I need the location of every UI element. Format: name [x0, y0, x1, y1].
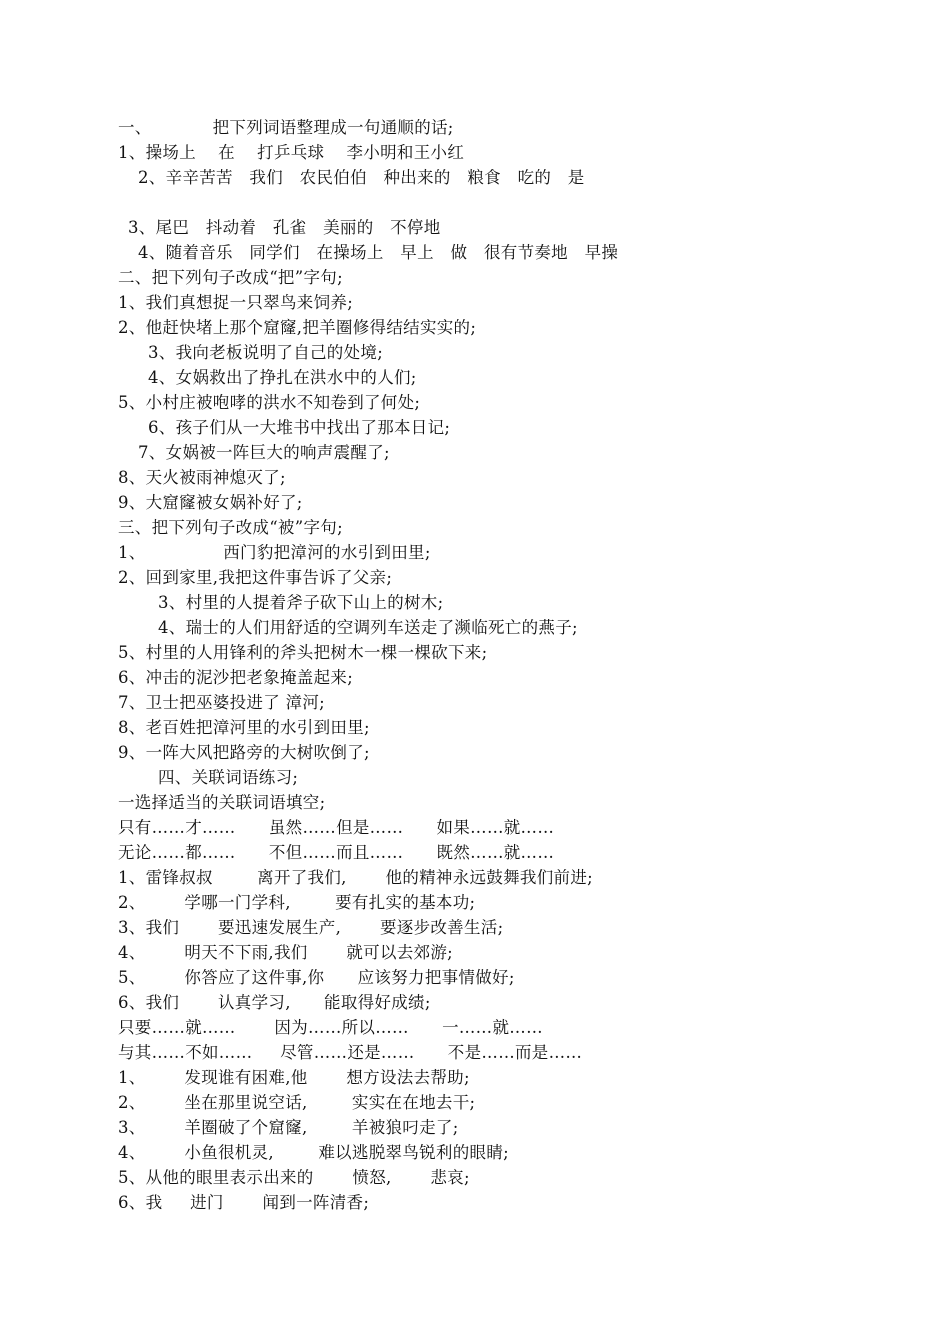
exercise-line: 5、从他的眼里表示出来的 愤怒, 悲哀; — [118, 1168, 470, 1187]
section-3-heading: 三、把下列句子改成“被”字句; — [118, 518, 343, 537]
exercise-line: 5、小村庄被咆哮的洪水不知卷到了何处; — [118, 393, 421, 412]
exercise-line: 1、操场上 在 打乒乓球 李小明和王小红 — [118, 143, 465, 162]
exercise-line: 2、 坐在那里说空话, 实实在在地去干; — [118, 1093, 476, 1112]
exercise-line: 3、村里的人提着斧子砍下山上的树木; — [158, 593, 444, 612]
exercise-line: 7、女娲被一阵巨大的响声震醒了; — [138, 443, 390, 462]
exercise-line: 9、大窟窿被女娲补好了; — [118, 493, 303, 512]
subsection-heading: 一选择适当的关联词语填空; — [118, 793, 326, 812]
exercise-line: 3、尾巴 抖动着 孔雀 美丽的 不停地 — [128, 218, 441, 237]
section-4-heading: 四、关联词语练习; — [158, 768, 299, 787]
exercise-line: 1、 西门豹把漳河的水引到田里; — [118, 543, 431, 562]
exercise-line: 4、 小鱼很机灵, 难以逃脱翠鸟锐利的眼睛; — [118, 1143, 509, 1162]
exercise-line: 6、我 进门 闻到一阵清香; — [118, 1193, 370, 1212]
exercise-line: 5、村里的人用锋利的斧头把树木一棵一棵砍下来; — [118, 643, 488, 662]
conjunction-options: 只有……才…… 虽然……但是…… 如果……就…… — [118, 818, 555, 837]
conjunction-options: 无论……都…… 不但……而且…… 既然……就…… — [118, 843, 555, 862]
exercise-line: 3、我向老板说明了自己的处境; — [148, 343, 384, 362]
section-1-heading: 一、 把下列词语整理成一句通顺的话; — [118, 118, 454, 137]
exercise-line: 5、 你答应了这件事,你 应该努力把事情做好; — [118, 968, 515, 987]
exercise-line: 4、随着音乐 同学们 在操场上 早上 做 很有节奏地 早操 — [138, 243, 619, 262]
exercise-line: 7、卫士把巫婆投进了 漳河; — [118, 693, 326, 712]
exercise-line: 2、他赶快堵上那个窟窿,把羊圈修得结结实实的; — [118, 318, 477, 337]
exercise-line: 9、一阵大风把路旁的大树吹倒了; — [118, 743, 370, 762]
exercise-line: 1、雷锋叔叔 离开了我们, 他的精神永远鼓舞我们前进; — [118, 868, 593, 887]
exercise-line: 1、我们真想捉一只翠鸟来饲养; — [118, 293, 354, 312]
exercise-line: 6、我们 认真学习, 能取得好成绩; — [118, 993, 431, 1012]
exercise-line: 4、女娲救出了挣扎在洪水中的人们; — [148, 368, 417, 387]
conjunction-options: 只要……就…… 因为……所以…… 一……就…… — [118, 1018, 543, 1037]
exercise-line: 3、我们 要迅速发展生产, 要逐步改善生活; — [118, 918, 504, 937]
conjunction-options: 与其……不如…… 尽管……还是…… 不是……而是…… — [118, 1043, 583, 1062]
exercise-line: 2、 学哪一门学科, 要有扎实的基本功; — [118, 893, 476, 912]
section-2-heading: 二、把下列句子改成“把”字句; — [118, 268, 343, 287]
exercise-line: 6、冲击的泥沙把老象掩盖起来; — [118, 668, 354, 687]
exercise-line: 6、孩子们从一大堆书中找出了那本日记; — [148, 418, 451, 437]
exercise-line: 4、 明天不下雨,我们 就可以去郊游; — [118, 943, 454, 962]
exercise-line: 2、辛辛苦苦 我们 农民伯伯 种出来的 粮食 吃的 是 — [138, 168, 585, 187]
exercise-line: 8、老百姓把漳河里的水引到田里; — [118, 718, 370, 737]
exercise-line: 8、天火被雨神熄灭了; — [118, 468, 286, 487]
exercise-line: 3、 羊圈破了个窟窿, 羊被狼叼走了; — [118, 1118, 459, 1137]
exercise-line: 2、回到家里,我把这件事告诉了父亲; — [118, 568, 393, 587]
exercise-line: 4、瑞士的人们用舒适的空调列车送走了濒临死亡的燕子; — [158, 618, 578, 637]
exercise-line: 1、 发现谁有困难,他 想方设法去帮助; — [118, 1068, 470, 1087]
